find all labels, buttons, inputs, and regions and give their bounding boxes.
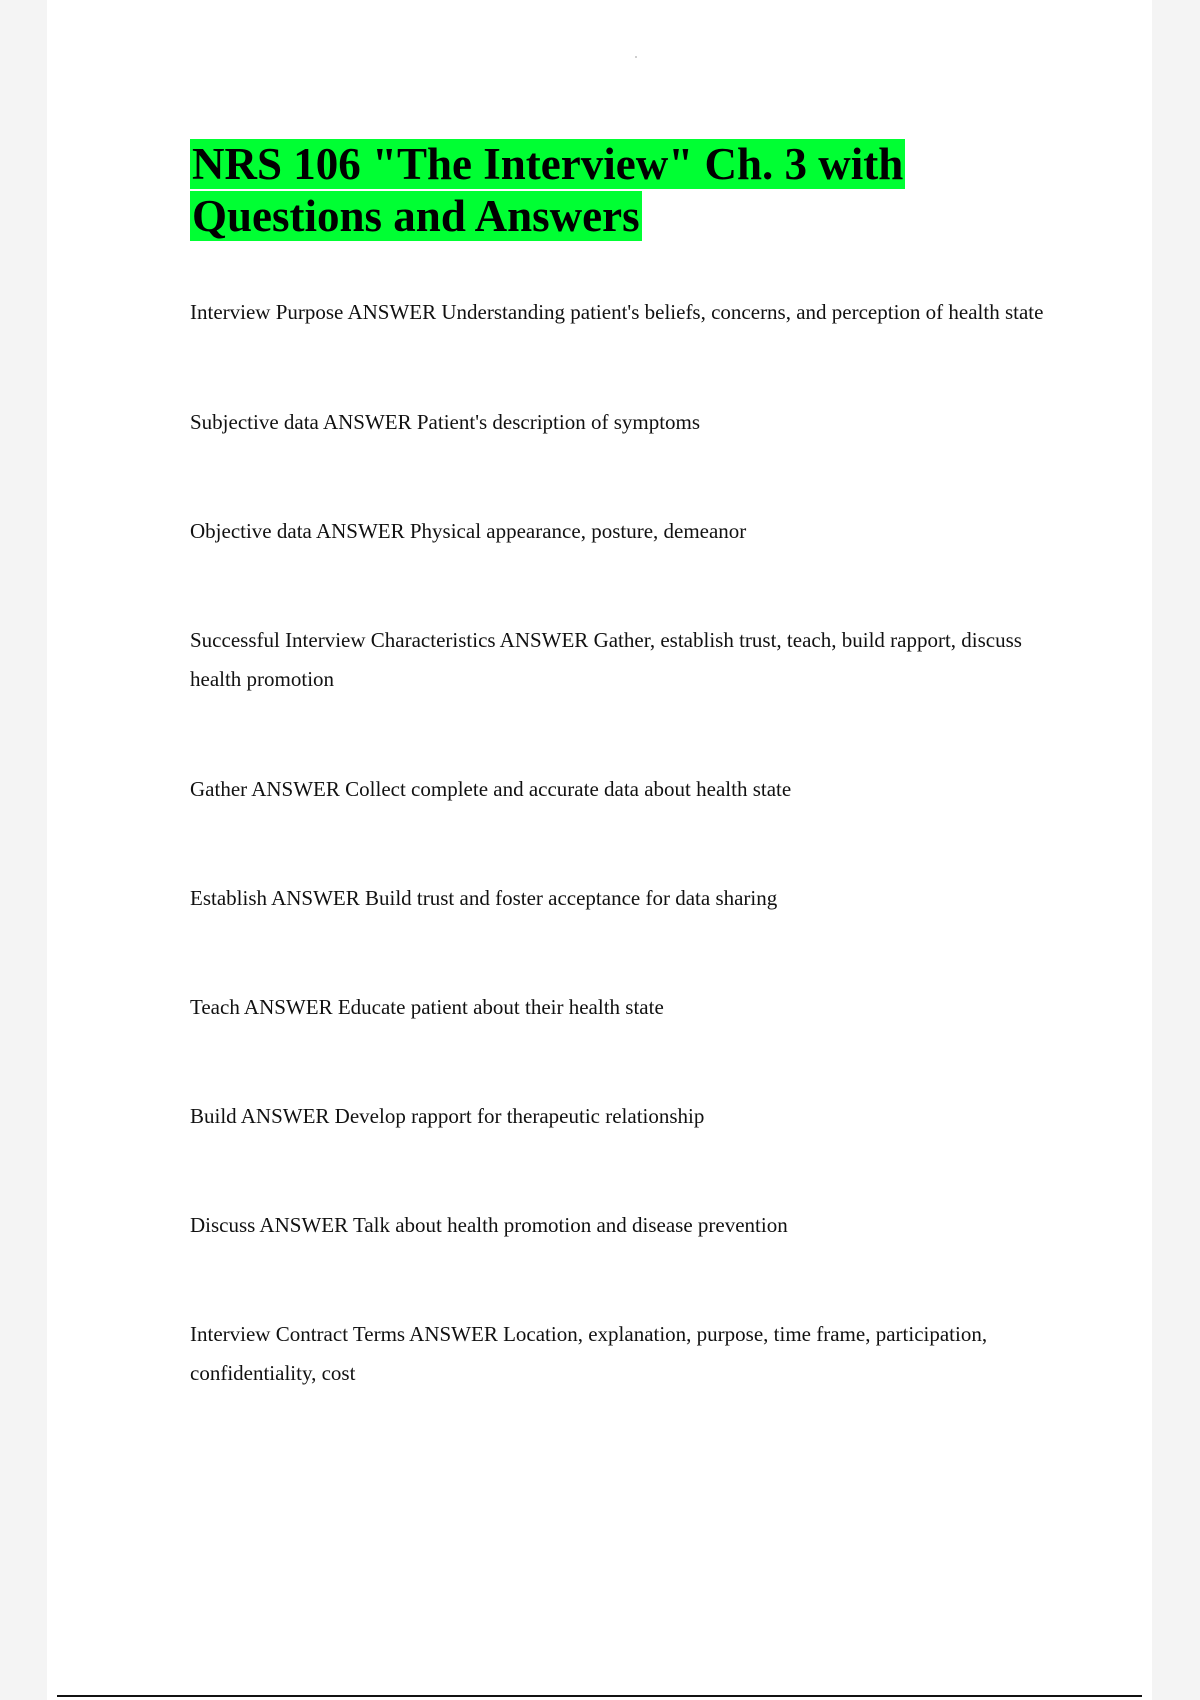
qa-item-objective-data: Objective data ANSWER Physical appearance, posture, demeanor (190, 519, 747, 543)
qa-item-interview-purpose: Interview Purpose ANSWER Understanding patient's beliefs, concerns, and perception of health state (190, 300, 1044, 324)
qa-item-teach: Teach ANSWER Educate patient about their health state (190, 995, 664, 1019)
document-page (47, 0, 1152, 1700)
qa-item-interview-contract: Interview Contract Terms ANSWER Location, explanation, purpose, time frame, participation, confidentiality, cost (190, 1322, 988, 1385)
qa-item-establish: Establish ANSWER Build trust and foster acceptance for data sharing (190, 886, 778, 910)
qa-item-discuss: Discuss ANSWER Talk about health promotion and disease prevention (190, 1213, 788, 1237)
scan-speck (635, 56, 637, 58)
qa-list (190, 293, 1050, 1464)
document-title: NRS 106 "The Interview" Ch. 3 with Questions and Answers (192, 139, 904, 241)
qa-item-successful-interview: Successful Interview Characteristics ANSWER Gather, establish trust, teach, build rapport, discuss health promotion (190, 628, 1022, 691)
qa-item-subjective-data: Subjective data ANSWER Patient's description of symptoms (190, 410, 701, 434)
page-bottom-rule (57, 1695, 1142, 1697)
qa-item-gather: Gather ANSWER Collect complete and accurate data about health state (190, 777, 792, 801)
title-block (190, 138, 950, 242)
qa-item-build: Build ANSWER Develop rapport for therapeutic relationship (190, 1104, 705, 1128)
